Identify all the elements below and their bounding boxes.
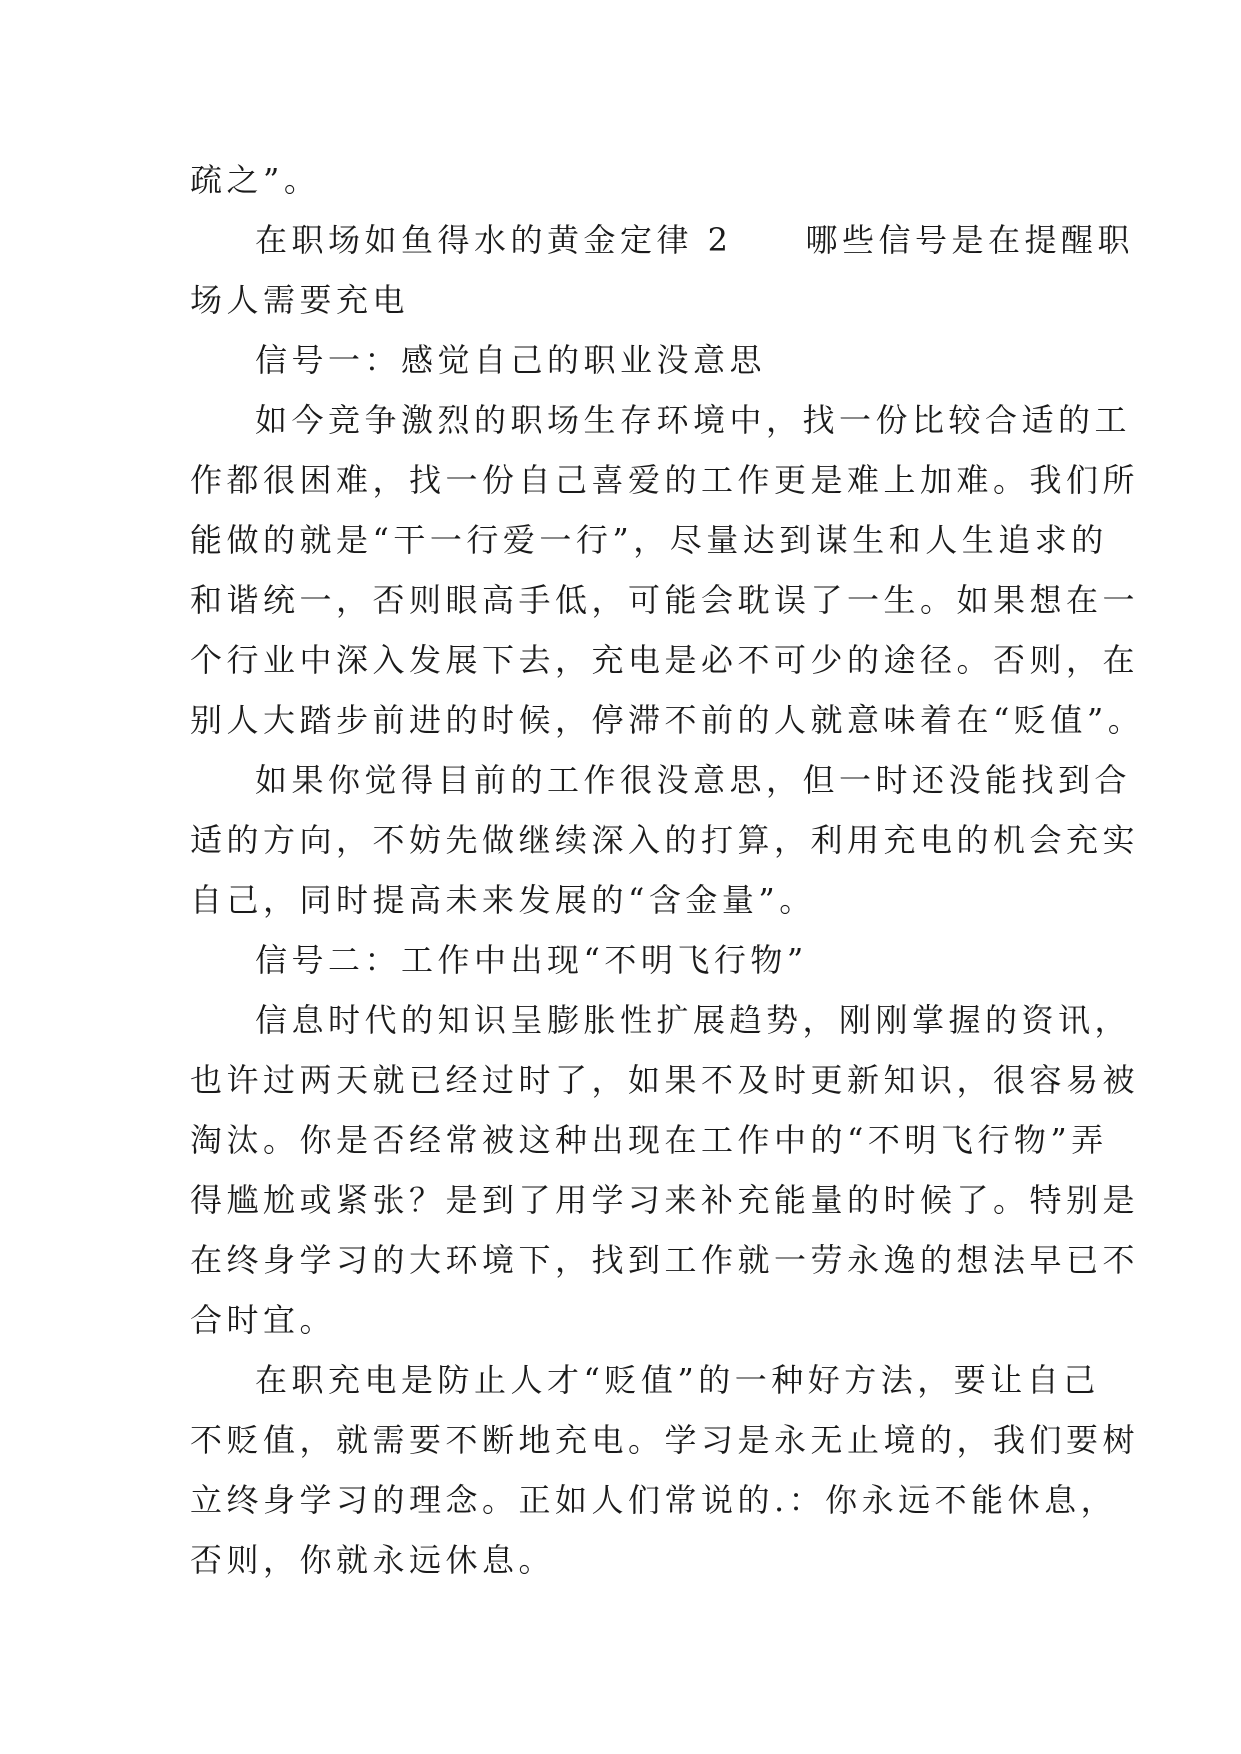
text-line: 在终身学习的大环境下，找到工作就一劳永逸的想法早已不 <box>190 1241 1140 1279</box>
text-line: 适的方向，不妨先做继续深入的打算，利用充电的机会充实 <box>190 821 1140 859</box>
text-line: 也许过两天就已经过时了，如果不及时更新知识，很容易被 <box>190 1061 1140 1099</box>
text-line: 能做的就是“干一行爱一行”，尽量达到谋生和人生追求的 <box>190 521 1108 559</box>
text-line: 场人需要充电 <box>190 281 410 319</box>
text-line: 信息时代的知识呈膨胀性扩展趋势，刚刚掌握的资讯， <box>255 1001 1132 1039</box>
paragraph-heading: 在职场如鱼得水的黄金定律 2 哪些信号是在提醒职 <box>255 221 1135 259</box>
text-line: 得尴尬或紧张？是到了用学习来补充能量的时候了。特别是 <box>190 1181 1140 1219</box>
text-line: 作都很困难，找一份自己喜爱的工作更是难上加难。我们所 <box>190 461 1140 499</box>
text-line: 别人大踏步前进的时候，停滞不前的人就意味着在“贬值”。 <box>190 701 1145 739</box>
text-line: 淘汰。你是否经常被这种出现在工作中的“不明飞行物”弄 <box>190 1121 1108 1159</box>
text-line: 不贬值，就需要不断地充电。学习是永无止境的，我们要树 <box>190 1421 1140 1459</box>
text-line: 立终身学习的理念。正如人们常说的.：你永远不能休息， <box>190 1481 1118 1519</box>
text-line: 自己，同时提高未来发展的“含金量”。 <box>190 881 816 919</box>
text-line: 疏之”。 <box>190 161 321 199</box>
text-line: 和谐统一，否则眼高手低，可能会耽误了一生。如果想在一 <box>190 581 1140 619</box>
text-line: 在职充电是防止人才“贬值”的一种好方法，要让自己 <box>255 1361 1100 1399</box>
text-line: 否则，你就永远休息。 <box>190 1541 556 1579</box>
text-line: 合时宜。 <box>190 1301 337 1339</box>
section-heading-signal-1: 信号一：感觉自己的职业没意思 <box>255 341 767 379</box>
text-line: 个行业中深入发展下去，充电是必不可少的途径。否则，在 <box>190 641 1140 679</box>
text-line: 如果你觉得目前的工作很没意思，但一时还没能找到合 <box>255 761 1132 799</box>
text-line: 如今竞争激烈的职场生存环境中，找一份比较合适的工 <box>255 401 1132 439</box>
section-heading-signal-2: 信号二：工作中出现“不明飞行物” <box>255 941 808 979</box>
